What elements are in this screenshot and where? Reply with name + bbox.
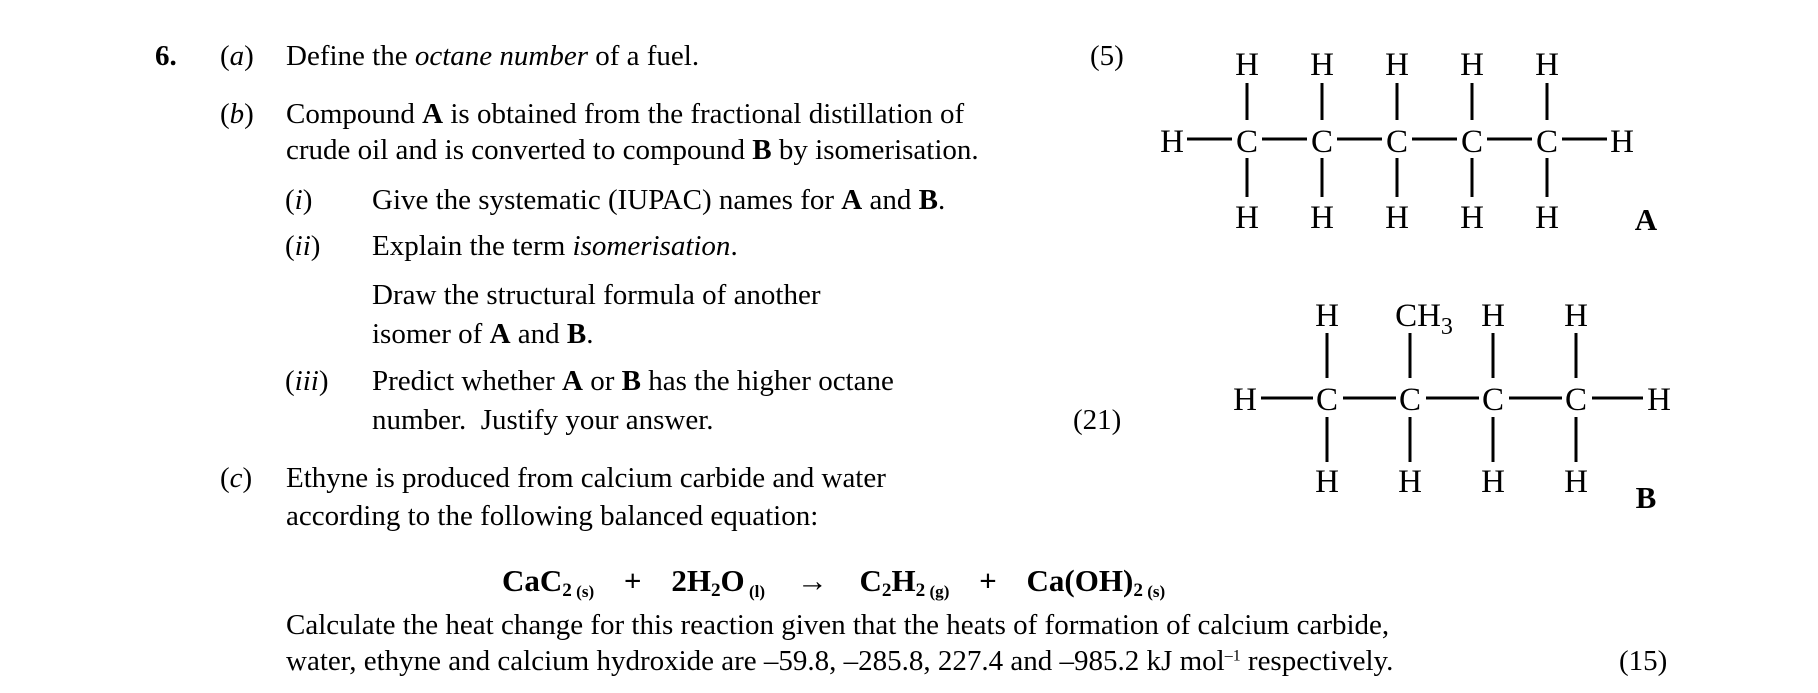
svg-text:H: H — [1460, 47, 1484, 83]
chemical-equation — [502, 563, 1166, 601]
sub-ii-line3: isomer of A and B. — [372, 318, 594, 350]
plus-sign: + — [623, 563, 642, 598]
sub-ii-text: Explain the term isomerisation. — [372, 230, 738, 262]
part-b-line2: crude oil and is converted to compound B by isomerisation. — [286, 134, 979, 166]
svg-text:C: C — [1564, 382, 1588, 418]
svg-text:C: C — [1481, 382, 1505, 418]
sub-ii-label: (ii) — [285, 230, 321, 262]
structure-b — [1233, 298, 1671, 515]
svg-text:H: H — [1235, 200, 1259, 236]
sub-i-text: Give the systematic (IUPAC) names for A and B. — [372, 184, 946, 216]
svg-text:H: H — [1315, 464, 1339, 500]
part-b-label: (b) — [220, 98, 254, 130]
question-number: 6. — [155, 40, 177, 72]
part-c-marks: (15) — [1619, 645, 1668, 677]
part-c-line4: water, ethyne and calcium hydroxide are –59.8, –285.8, 227.4 and –985.2 kJ mol$^{-1}$ respectively. — [286, 645, 1394, 677]
svg-text:H: H — [1460, 200, 1484, 236]
svg-text:H: H — [1385, 200, 1409, 236]
part-a-marks: (5) — [1090, 40, 1124, 72]
svg-text:H: H — [1481, 464, 1505, 500]
methyl-group: $CH_3$ — [1395, 298, 1453, 340]
part-c-line3: Calculate the heat change for this reaction given that the heats of formation of calcium carbide, — [286, 609, 1390, 641]
svg-text:H: H — [1310, 200, 1334, 236]
svg-text:H: H — [1535, 47, 1559, 83]
svg-text:C: C — [1315, 382, 1339, 418]
svg-text:H: H — [1647, 382, 1671, 418]
svg-text:C: C — [1398, 382, 1422, 418]
part-b-marks: (21) — [1073, 404, 1122, 436]
atom-c: C — [1535, 124, 1559, 160]
svg-text:H: H — [1233, 382, 1257, 418]
svg-text:H: H — [1235, 47, 1259, 83]
product-calcium-hydroxide: $Ca(OH)_2$ $_{(s)}$ — [1026, 563, 1166, 601]
sub-iii-label: (iii) — [285, 365, 329, 397]
atom-c: C — [1385, 124, 1409, 160]
part-a-text: Define the octane number of a fuel. — [286, 40, 700, 72]
structure-a — [1160, 47, 1658, 237]
reactant-water: $2H_2O$ $_{(l)}$ — [671, 563, 766, 601]
atom-c: C — [1310, 124, 1334, 160]
plus-sign: + — [979, 563, 997, 598]
reactant-calcium-carbide: CaC$_2$ $_{(s)}$ — [502, 563, 595, 601]
svg-text:H: H — [1310, 47, 1334, 83]
svg-text:H: H — [1564, 464, 1588, 500]
product-ethyne: $C_2H_2$ $_{(g)}$ — [859, 563, 950, 601]
atom-h: H — [1610, 124, 1634, 160]
svg-text:H: H — [1564, 298, 1588, 334]
svg-text:H: H — [1481, 298, 1505, 334]
part-c-label: (c) — [220, 462, 253, 494]
structure-b-label: B — [1635, 480, 1657, 515]
sub-i-label: (i) — [285, 184, 313, 216]
sub-iii-line1: Predict whether A or B has the higher octane — [372, 365, 894, 397]
part-b-line1: Compound A is obtained from the fractional distillation of — [286, 98, 965, 130]
part-a-label: (a) — [220, 40, 254, 72]
part-c-line1: Ethyne is produced from calcium carbide and water — [286, 462, 886, 494]
reaction-arrow-icon: → — [796, 563, 828, 598]
structure-a-label: A — [1634, 202, 1658, 237]
svg-text:H: H — [1385, 47, 1409, 83]
svg-text:H: H — [1315, 298, 1339, 334]
atom-c: C — [1460, 124, 1484, 160]
atom-h: H — [1160, 124, 1184, 160]
part-c-line2: according to the following balanced equation: — [286, 500, 819, 532]
svg-text:H: H — [1398, 464, 1422, 500]
sub-iii-line2: number. Justify your answer. — [372, 404, 714, 436]
svg-text:H: H — [1535, 200, 1559, 236]
sub-ii-line2: Draw the structural formula of another — [372, 279, 821, 311]
atom-c: C — [1235, 124, 1259, 160]
